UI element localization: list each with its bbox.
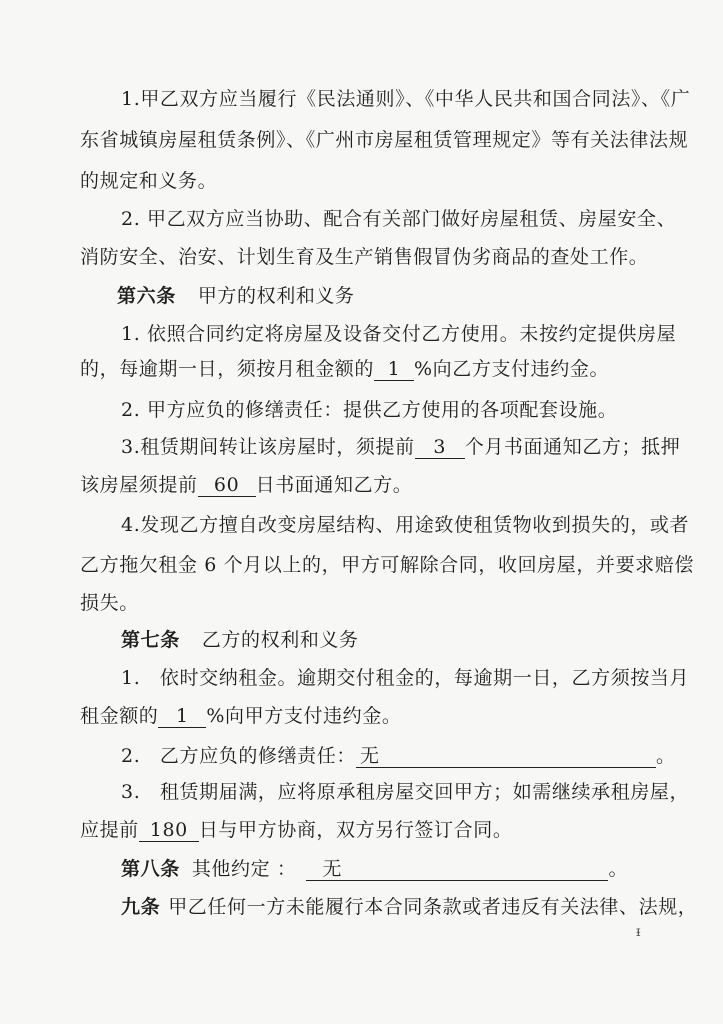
tenant-repair-duty-blank: 无	[356, 745, 656, 768]
clause-8-title: 第八条	[121, 858, 180, 880]
clause-6-item-4-line-3: 损失。	[80, 592, 139, 614]
clause-7-subtitle: 乙方的权利和义务	[201, 629, 359, 651]
clause-7-item-1-line-2: 租金额的 1 %向甲方支付违约金。	[80, 705, 402, 727]
clause-6-item-1-line-2: 的，每逾期一日，须按月租金额的 1 %向乙方支付违约金。	[80, 358, 610, 380]
clause-7-item-3-line-2: 应提前 180 日与甲方协商，双方另行签订合同。	[80, 819, 513, 841]
clause-7-item-1-line-1: 1. 依时交纳租金。逾期交付租金的，每逾期一日，乙方须按当月	[121, 667, 690, 689]
clause-7-item-2: 2. 乙方应负的修缮责任： 无 。	[121, 745, 676, 767]
renewal-notice-days-blank: 180	[139, 819, 199, 842]
clause-6-item-3-line-2: 该房屋须提前 60 日书面通知乙方。	[80, 474, 413, 496]
clause-6-subtitle: 甲方的权利和义务	[197, 285, 355, 307]
mortgage-notice-days-blank: 60	[198, 474, 256, 497]
penalty-rate-blank: 1	[374, 358, 414, 381]
other-terms-blank: 无	[306, 858, 608, 881]
clause-6-item-4-line-1: 4.发现乙方擅自改变房屋结构、用途致使租赁物收到损失的，或者	[121, 514, 690, 536]
scan-mark: ᵻ	[636, 924, 641, 940]
clause-5-item-2-line-1: 2. 甲乙双方应当协助、配合有关部门做好房屋租赁、房屋安全、	[121, 208, 677, 230]
clause-9-title: 九条	[121, 896, 161, 918]
clause-9-line: 九条 甲乙任何一方未能履行本合同条款或者违反有关法律、法规，	[121, 896, 698, 918]
clause-6-item-1-line-1: 1. 依照合同约定将房屋及设备交付乙方使用。未按约定提供房屋	[121, 323, 677, 345]
clause-6-item-3-line-1: 3.租赁期间转让该房屋时，须提前 3 个月书面通知乙方；抵押	[121, 436, 681, 458]
clause-7-title: 第七条	[121, 629, 180, 651]
clause-7-item-3-line-1: 3. 租赁期届满，应将原承租房屋交回甲方；如需继续承租房屋，	[121, 781, 690, 803]
clause-5-item-1-line-2: 东省城镇房屋租赁条例》、《广州市房屋租赁管理规定》等有关法律法规	[80, 129, 689, 151]
clause-8-line: 第八条 其他约定 ： 无 。	[121, 858, 629, 880]
clause-6-item-4-line-2: 乙方拖欠租金 6 个月以上的，甲方可解除合同，收回房屋，并要求赔偿	[80, 554, 694, 576]
tenant-penalty-rate-blank: 1	[158, 705, 206, 728]
clause-5-item-1-line-1: 1.甲乙双方应当履行《民法通则》、《中华人民共和国合同法》、《广	[121, 88, 691, 110]
clause-7-heading	[121, 627, 723, 653]
clause-6-title: 第六条	[117, 285, 176, 307]
clause-5-item-1-line-3: 的规定和义务。	[80, 170, 218, 192]
clause-6-item-2: 2. 甲方应负的修缮责任：提供乙方使用的各项配套设施。	[121, 399, 618, 421]
clause-5-item-2-line-2: 消防安全、治安、计划生育及生产销售假冒伪劣商品的查处工作。	[80, 246, 649, 268]
clause-6-heading	[117, 283, 723, 309]
transfer-notice-months-blank: 3	[415, 436, 465, 459]
